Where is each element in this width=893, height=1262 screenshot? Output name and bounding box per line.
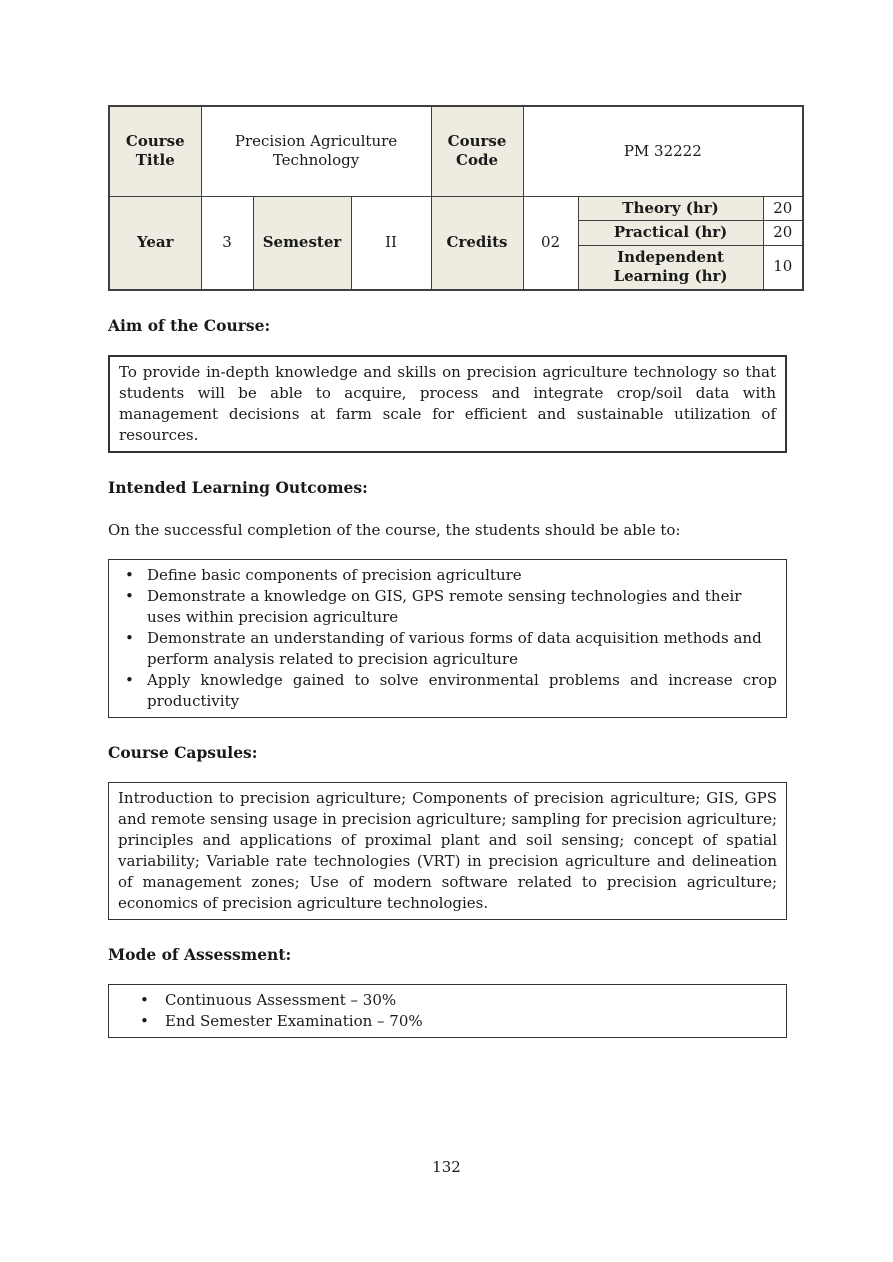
practical-hours-value: 20 — [763, 221, 803, 246]
list-item: • Apply knowledge gained to solve environmental problems and increase crop productivity — [118, 670, 777, 712]
aim-heading: Aim of the Course: — [108, 315, 271, 335]
theory-hours-label: Theory (hr) — [578, 196, 763, 221]
credits-label: Credits — [431, 196, 523, 290]
capsules-heading: Course Capsules: — [108, 742, 258, 762]
course-title-value: Precision Agriculture Technology — [201, 106, 431, 196]
course-info-table — [108, 105, 804, 291]
independent-learning-hours-value: 10 — [763, 245, 803, 290]
semester-label: Semester — [253, 196, 351, 290]
assessment-heading: Mode of Assessment: — [108, 944, 292, 964]
credits-value: 02 — [523, 196, 578, 290]
course-code-value: PM 32222 — [523, 106, 803, 196]
list-item: • End Semester Examination – 70% — [118, 1011, 777, 1032]
page-number: 132 — [432, 1158, 461, 1176]
capsules-body-box: Introduction to precision agriculture; Components of precision agriculture; GIS, GPS and remote sensing usage in precision agriculture; sampling for precision agriculture; principles and applications of proximal plant and soil sensing; concept of spatial variability; Variable rate technologies (VRT) in precision agriculture and delineation of management zones; Use of modern software related to precision agriculture; economics of precision agriculture technologies. — [108, 782, 787, 920]
list-item: • Demonstrate an understanding of various forms of data acquisition methods and perform analysis related to precision agriculture — [118, 628, 777, 670]
course-code-label: Course Code — [431, 106, 523, 196]
theory-hours-value: 20 — [763, 196, 803, 221]
year-value: 3 — [201, 196, 253, 290]
year-label: Year — [109, 196, 201, 290]
list-item: • Define basic components of precision agriculture — [118, 565, 777, 586]
assessment-box — [108, 984, 787, 1038]
page-content — [108, 105, 802, 1038]
semester-value: II — [351, 196, 431, 290]
outcomes-heading: Intended Learning Outcomes: — [108, 477, 368, 497]
course-title-label: Course Title — [109, 106, 201, 196]
table-row — [109, 196, 803, 221]
aim-body-box: To provide in-depth knowledge and skills on precision agriculture technology so that students will be able to acquire, process and integrate crop/soil data with management decisions at farm scale for efficient and sustainable utilization of resources. — [108, 355, 787, 453]
table-row — [109, 106, 803, 196]
assessment-list — [118, 990, 777, 1032]
outcomes-list — [118, 565, 777, 712]
list-item: • Continuous Assessment – 30% — [118, 990, 777, 1011]
outcomes-box — [108, 559, 787, 718]
outcomes-intro: On the successful completion of the course, the students should be able to: — [108, 520, 681, 539]
practical-hours-label: Practical (hr) — [578, 221, 763, 246]
list-item: • Demonstrate a knowledge on GIS, GPS remote sensing technologies and their uses within precision agriculture — [118, 586, 777, 628]
independent-learning-hours-label: Independent Learning (hr) — [578, 245, 763, 290]
